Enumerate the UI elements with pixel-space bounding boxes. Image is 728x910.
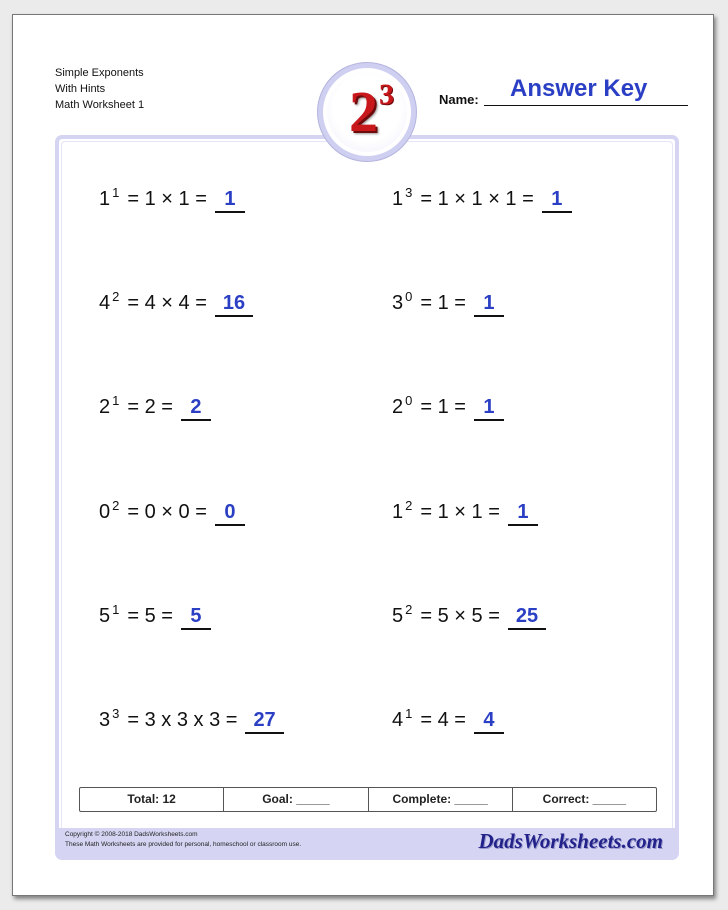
problem-exponent: 1 [405,706,413,721]
exponent-problem [99,604,211,630]
exponent-problem [99,187,245,213]
copyright-notice [65,830,301,850]
problem-exponent: 0 [405,289,413,304]
answer-blank: 1 [215,187,245,213]
exponent-problem [99,291,253,317]
problem-exponent: 1 [112,185,120,200]
problem-base: 2 [99,396,111,418]
brand-logo: DadsWorksheets.com [478,829,663,853]
title-line: With Hints [55,83,106,95]
answer-blank: 2 [181,395,211,421]
logo-exponent: 3 [379,78,394,111]
name-line [484,104,688,106]
answer-blank: 0 [215,500,245,526]
name-label: Name: [439,92,479,107]
correct-cell: Correct: _____ [542,792,627,806]
problem-hint: = 1 × 1 × 1 = [420,188,534,210]
name-value: Answer Key [510,75,648,102]
copyright-line: Copyright © 2008-2018 DadsWorksheets.com [65,831,198,838]
logo-base: 2 [349,79,378,144]
problem-hint: = 1 = [420,396,466,418]
answer-blank: 1 [474,395,504,421]
score-footer [79,787,657,812]
problem-base: 4 [99,292,111,314]
problem-hint: = 2 = [127,396,173,418]
problem-exponent: 3 [112,706,120,721]
problem-base: 0 [99,501,111,523]
worksheet-title [55,65,144,113]
problem-hint: = 1 × 1 = [420,501,500,523]
answer-blank: 1 [542,187,572,213]
problem-base: 3 [392,292,404,314]
exponent-problem [392,291,504,317]
problem-hint: = 5 × 5 = [420,605,500,627]
problem-base: 1 [392,501,404,523]
problem-hint: = 3 x 3 x 3 = [127,709,238,731]
exponent-problem [99,500,245,526]
complete-cell: Complete: _____ [369,788,513,811]
answer-blank: 16 [215,291,253,317]
problem-exponent: 1 [112,602,120,617]
problem-base: 1 [99,188,111,210]
problem-hint: = 4 = [420,709,466,731]
exponent-logo [318,63,416,161]
problem-hint: = 1 × 1 = [127,188,207,210]
problem-exponent: 2 [405,602,413,617]
worksheet-page [12,14,714,896]
answer-blank: 5 [181,604,211,630]
answer-blank: 25 [508,604,546,630]
goal-cell: Goal: _____ [224,788,368,811]
logo-badge [327,72,407,152]
problem-exponent: 1 [112,393,120,408]
copyright-line: These Math Worksheets are provided for personal, homeschool or classroom use. [65,841,302,848]
exponent-problem [392,604,546,630]
title-line: Math Worksheet 1 [55,99,145,111]
problem-hint: = 1 = [420,292,466,314]
problem-base: 5 [99,605,111,627]
answer-blank: 1 [508,500,538,526]
problem-base: 1 [392,188,404,210]
total-cell: Total: 12 [80,788,224,811]
problem-base: 2 [392,396,404,418]
exponent-problem [392,708,504,734]
problem-exponent: 3 [405,185,413,200]
bottom-band [59,828,675,856]
problem-base: 3 [99,709,111,731]
exponent-problem [392,187,572,213]
title-line: Simple Exponents [55,67,144,79]
exponent-problem [392,500,538,526]
problem-base: 4 [392,709,404,731]
exponent-problem [99,395,211,421]
frame-border [61,141,673,854]
answer-blank: 27 [245,708,283,734]
problem-hint: = 4 × 4 = [127,292,207,314]
problem-hint: = 0 × 0 = [127,501,207,523]
problem-hint: = 5 = [127,605,173,627]
problems-frame [55,135,679,860]
exponent-problem [99,708,284,734]
answer-blank: 1 [474,291,504,317]
exponent-problem [392,395,504,421]
problem-exponent: 2 [405,498,413,513]
problem-exponent: 0 [405,393,413,408]
problem-base: 5 [392,605,404,627]
problem-exponent: 2 [112,498,120,513]
problem-exponent: 2 [112,289,120,304]
answer-blank: 4 [474,708,504,734]
